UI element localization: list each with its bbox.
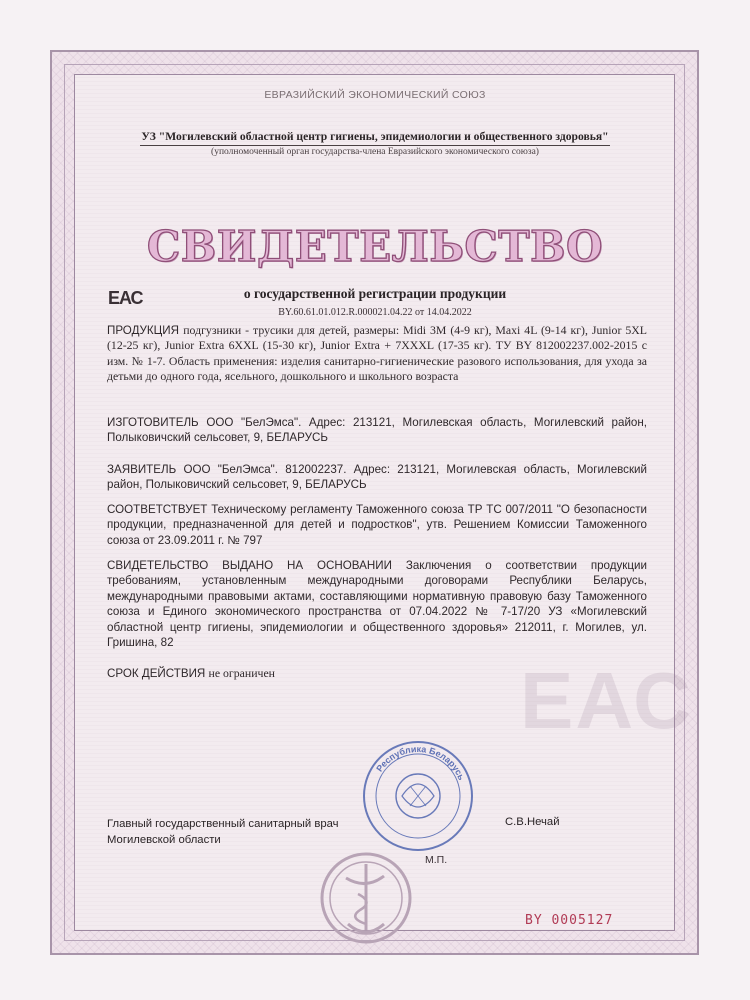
- manufacturer-label: ИЗГОТОВИТЕЛЬ: [107, 416, 199, 429]
- serial-number: BY 0005127: [525, 913, 614, 928]
- basis-section: [107, 558, 647, 650]
- applicant-text: ООО "БелЭмса". 812002237. Адрес: 213121, Могилевская область, Могилевский район, Полыковичский сельсовет, 9, БЕЛАРУСЬ: [107, 463, 647, 492]
- manufacturer-section: [107, 415, 647, 446]
- product-label: ПРОДУКЦИЯ: [107, 324, 179, 337]
- issuer-name: УЗ "Могилевский областной центр гигиены, эпидемиологии и общественного здоровья": [141, 130, 609, 143]
- basis-label: СВИДЕТЕЛЬСТВО ВЫДАНО НА ОСНОВАНИИ: [107, 559, 392, 572]
- signatory-name: С.В.Нечай: [505, 816, 560, 828]
- validity-label: СРОК ДЕЙСТВИЯ: [107, 667, 206, 680]
- basis-text: Заключения о соответствии продукции требованиям, установленным международными договорами Республики Беларусь, международными правовыми актами, составляющими нормативную правовую базу Таможенного союза и Единого экономического пространства от 07.04.2022 № 7-17/20 УЗ «Могилевский областной центр гигиены, эпидемиологии и общественного здоровья» 212011, г. Могилев, ул. Гришина, 82: [107, 559, 647, 650]
- issuer-note: (уполномоченный орган государства-члена Евразийского экономического союза): [211, 147, 539, 157]
- caduceus-emblem-icon: [318, 850, 414, 946]
- manufacturer-text: ООО "БелЭмса". Адрес: 213121, Могилевская область, Могилевский район, Полыковичский сельсовет, 9, БЕЛАРУСЬ: [107, 416, 647, 445]
- seal-place-label: М.П.: [425, 854, 448, 866]
- signatory-position-line2: Могилевской области: [107, 834, 221, 846]
- union-header: ЕВРАЗИЙСКИЙ ЭКОНОМИЧЕСКИЙ СОЮЗ: [264, 89, 486, 101]
- conformity-text: Техническому регламенту Таможенного союза ТР ТС 007/2011 "О безопасности продукции, предназначенной для детей и подростков", утв. Решением Комиссии Таможенного союза от 23.09.2011 г. № 797: [107, 503, 647, 547]
- issuer-underline: [140, 145, 610, 146]
- eac-logo: ЕАС: [108, 288, 143, 308]
- signatory-position: [107, 816, 339, 848]
- applicant-label: ЗАЯВИТЕЛЬ: [107, 463, 177, 476]
- eac-watermark: ЕАС: [520, 656, 693, 745]
- certificate-title: СВИДЕТЕЛЬСТВО: [146, 222, 604, 271]
- conformity-section: [107, 502, 647, 548]
- validity-section: [107, 666, 647, 681]
- registration-number: BY.60.61.01.012.R.000021.04.22 от 14.04.2022: [278, 307, 472, 318]
- svg-text:Республика Беларусь: [374, 744, 467, 782]
- conformity-label: СООТВЕТСТВУЕТ: [107, 503, 208, 516]
- validity-text: не ограничен: [208, 666, 275, 680]
- stamp-text: Республика Беларусь: [374, 743, 467, 782]
- certificate-subtitle: о государственной регистрации продукции: [243, 286, 507, 301]
- product-text: подгузники - трусики для детей, размеры: Midi 3M (4-9 кг), Maxi 4L (9-14 кг), Junior 5XL (12-25 кг), Junior Extra 6XXL (15-30 кг), Junior Extra + 7XXXL (17-35 кг). ТУ BY 812002237.002-2015 с изм. № 1-7. Область применения: изделия санитарно-гигиенические разового использования, для ухода за детьми до одного года, ясельного, дошкольного и школьного возраста: [107, 323, 647, 384]
- applicant-section: [107, 462, 647, 493]
- signatory-position-line1: Главный государственный санитарный врач: [107, 818, 339, 830]
- official-stamp: [340, 738, 490, 858]
- product-section: [107, 323, 647, 385]
